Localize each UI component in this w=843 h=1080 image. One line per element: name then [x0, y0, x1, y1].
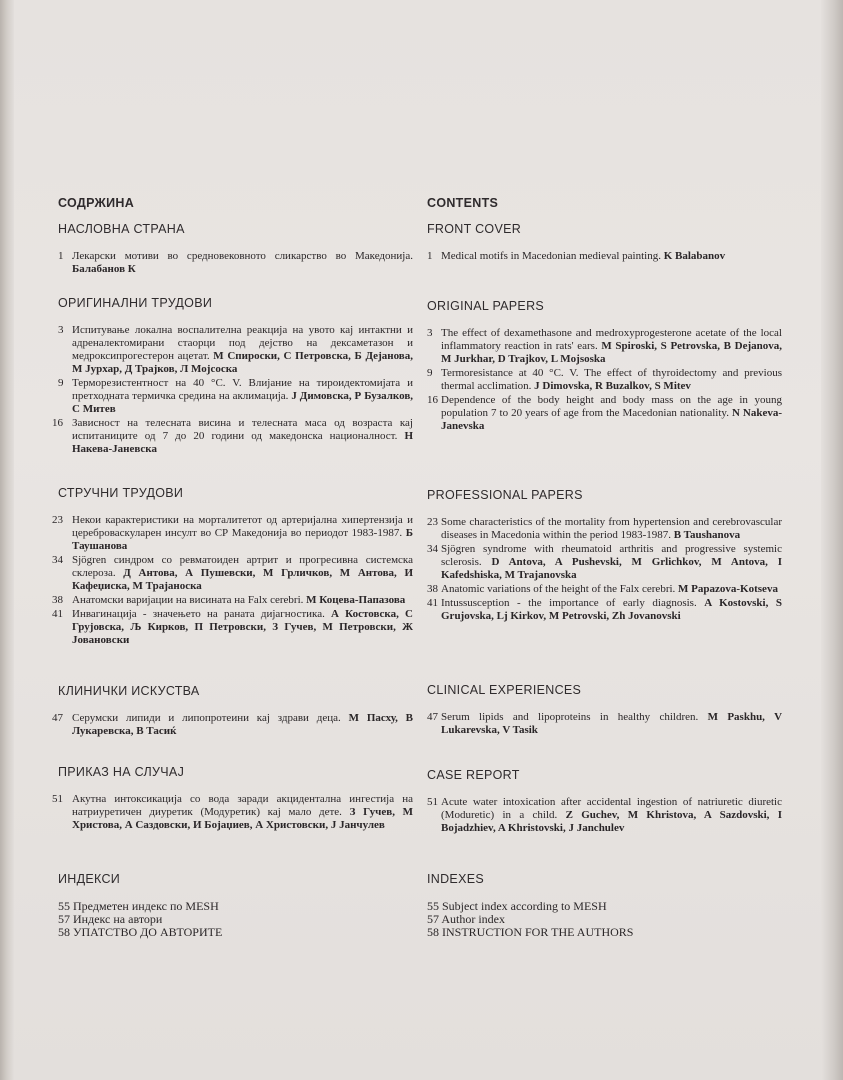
toc-entry — [427, 900, 782, 912]
section-heading: КЛИНИЧКИ ИСКУСТВА — [58, 684, 200, 698]
toc-entry — [58, 900, 413, 912]
entry-title: Acute water intoxication after accidental ingestion of natriuretic diuretic (Moduretic) in a child. — [441, 796, 782, 821]
section-heading: ОРИГИНАЛНИ ТРУДОВИ — [58, 296, 213, 310]
page-number: 34 — [427, 543, 438, 555]
entry-authors: М Спироски, С Петровска, Б Дејанова, М Јурхар, Д Трајков, Л Мојсоска — [72, 350, 413, 375]
section-heading: INDEXES — [427, 872, 484, 886]
section-case-report — [427, 768, 782, 836]
toc-entry — [52, 514, 413, 553]
section-heading: ИНДЕКСИ — [58, 872, 121, 886]
entry-title: Sjögren syndrome with rheumatoid arthritis and progressive systemic sclerosis. — [441, 543, 782, 568]
toc-entry — [52, 793, 414, 832]
entry-title: INSTRUCTION FOR THE AUTHORS — [442, 925, 634, 939]
toc-entry — [427, 516, 782, 542]
toc-entry — [58, 250, 413, 276]
entry-title: Предметен индекс по MESH — [73, 899, 219, 913]
entry-authors: D Antova, A Pushevski, M Grlichkov, M Antova, I Kafedshiska, M Trajanovska — [441, 556, 782, 581]
entry-title: Termoresistance at 40 °C. V. The effect of thyroidectomy and previous thermal acclimation. — [441, 367, 782, 392]
entry-title: Индекс на автори — [73, 912, 163, 926]
toc-entry — [427, 597, 782, 623]
section-indexes — [58, 872, 413, 939]
toc-entry — [427, 250, 782, 263]
page-number: 55 — [58, 899, 73, 913]
page-number: 38 — [427, 583, 438, 595]
page-number: 58 — [58, 925, 73, 939]
entry-authors: N Nakeva-Janevska — [441, 407, 782, 432]
contents-title: СОДРЖИНА — [58, 196, 135, 210]
page-number: 3 — [58, 324, 64, 336]
page-number: 57 — [427, 912, 442, 926]
section-clinical-experiences — [52, 684, 413, 739]
toc-entry — [427, 543, 782, 582]
entry-title: Serum lipids and lipoproteins in healthy children. — [441, 711, 699, 723]
page-number: 58 — [427, 925, 442, 939]
contents-title-section — [427, 196, 782, 224]
toc-entry — [427, 796, 782, 835]
page-left-edge — [0, 0, 14, 1080]
entry-authors: З Гучев, М Христова, А Саздовски, И Бојаџиев, А Христовски, Ј Јанчулев — [72, 806, 414, 831]
entry-title: Author index — [441, 912, 505, 926]
entry-title: Sjögren синдром со ревматоиден артрит и прогресивна системска склероза. — [72, 554, 413, 579]
entry-title: УПАТСТВО ДО АВТОРИТЕ — [73, 925, 223, 939]
section-heading: ORIGINAL PAPERS — [427, 299, 545, 313]
entry-authors: M Spiroski, S Petrovska, B Dejanova, M Jurkhar, D Trajkov, L Mojsoska — [441, 340, 782, 365]
page-number: 1 — [58, 250, 64, 262]
section-clinical-experiences — [427, 683, 782, 738]
toc-entry — [427, 926, 782, 938]
section-heading: PROFESSIONAL PAPERS — [427, 488, 583, 502]
entry-title: Некои карактеристики на морталитетот од артеријална хипертензија и цереброваскуларен инсулт во СР Македонија во периодот 1983-1987. — [72, 514, 413, 539]
entry-authors: J Dimovska, R Buzalkov, S Mitev — [534, 380, 691, 392]
section-heading: FRONT COVER — [427, 222, 522, 236]
entry-authors: Балабанов К — [72, 263, 136, 275]
toc-entry — [427, 583, 782, 596]
page-number: 9 — [427, 367, 433, 379]
entry-title: The effect of dexamethasone and medroxyprogesterone acetate of the local inflammatory reaction in rats' ears. — [441, 327, 782, 352]
entry-authors: М Пасху, В Лукаревска, В Тасиќ — [72, 712, 413, 737]
page-number: 16 — [427, 394, 438, 406]
contents-title: CONTENTS — [427, 196, 499, 210]
section-indexes — [427, 872, 782, 939]
toc-entry — [52, 594, 413, 607]
section-heading: CASE REPORT — [427, 768, 520, 782]
section-case-report — [52, 765, 414, 833]
toc-entry — [58, 377, 413, 416]
page-number: 47 — [427, 711, 438, 723]
entry-title: Medical motifs in Macedonian medieval painting. — [441, 250, 661, 262]
section-front-cover — [58, 222, 413, 277]
section-original-papers — [52, 296, 414, 457]
entry-authors: K Balabanov — [663, 250, 726, 262]
entry-title: Some characteristics of the mortality from hypertension and cerebrovascular diseases in Macedonia within the period 1983-1987. — [441, 516, 782, 541]
page-number: 41 — [427, 597, 438, 609]
section-professional-papers — [427, 488, 782, 624]
page-number: 41 — [52, 608, 63, 620]
section-professional-papers — [52, 486, 414, 648]
page-number: 38 — [52, 594, 63, 606]
entry-authors: Ј Димовска, Р Бузалков, С Митев — [72, 390, 414, 415]
entry-title: Subject index according to MESH — [442, 899, 607, 913]
entry-authors: Z Guchev, M Khristova, A Sazdovski, I Bojadzhiev, A Khristovski, J Janchulev — [441, 809, 782, 834]
page-number: 1 — [427, 250, 433, 262]
entry-title: Dependence of the body height and body mass on the age in young population 7 to 20 years of age from the Macedonian nationality. — [441, 394, 782, 419]
toc-entry — [52, 417, 414, 456]
section-heading: СТРУЧНИ ТРУДОВИ — [58, 486, 184, 500]
entry-title: Терморезистентност на 40 °C. V. Влијание на тироидектомијата и претходната термичка средина на аклимација. — [72, 377, 413, 402]
entry-title: Акутна интоксикација со вода заради акцидентална ингестија на натриуретичен диуретик (Модуретик) кај мало дете. — [72, 793, 413, 818]
section-front-cover — [427, 222, 782, 264]
page-number: 34 — [52, 554, 63, 566]
entry-title: Anatomic variations of the height of the Falx cerebri. — [441, 583, 676, 595]
entry-title: Лекарски мотиви во средновековното сликарство во Македонија. — [72, 250, 413, 262]
toc-entry — [58, 926, 413, 938]
entry-authors: Н Накева-Јаневска — [72, 430, 414, 455]
toc-entry — [58, 324, 413, 376]
contents-title-section — [58, 196, 413, 224]
entry-authors: Б Таушанова — [72, 527, 413, 552]
entry-authors: M Papazova-Kotseva — [678, 583, 778, 595]
section-heading: ПРИКАЗ НА СЛУЧАЈ — [58, 765, 185, 779]
page-number: 23 — [52, 514, 63, 526]
entry-title: Испитување локална воспалителна реакција на увото кај интактни и адреналектомирани стаорци под дејство на дексаметазон и медроксипрогестерон ацетат. — [72, 324, 413, 362]
toc-entry — [427, 394, 782, 433]
page-number: 9 — [58, 377, 64, 389]
page-number: 47 — [52, 712, 63, 724]
entry-authors: A Kostovski, S Grujovska, Lj Kirkov, M Petrovski, Zh Jovanovski — [441, 597, 782, 622]
page-number: 23 — [427, 516, 438, 528]
entry-title: Анатомски варијации на висината на Falx cerebri. — [72, 594, 304, 606]
entry-title: Intussusception - the importance of early diagnosis. — [441, 597, 697, 609]
page-number: 51 — [427, 796, 438, 808]
toc-entry — [427, 327, 782, 366]
page-number: 57 — [58, 912, 73, 926]
toc-entry — [427, 913, 782, 925]
entry-authors: Д Антова, А Пушевски, М Грличков, М Антова, И Кафеџиска, М Трајаноска — [72, 567, 414, 592]
toc-entry — [427, 711, 782, 737]
toc-entry — [52, 608, 413, 647]
entry-title: Серумски липиди и липопротеини кај здрави деца. — [72, 712, 341, 724]
entry-authors: М Коцева-Папазова — [306, 594, 406, 606]
section-heading: CLINICAL EXPERIENCES — [427, 683, 582, 697]
section-original-papers — [427, 299, 782, 434]
page-number: 16 — [52, 417, 63, 429]
toc-entry — [427, 367, 782, 393]
entry-authors: M Paskhu, V Lukarevska, V Tasik — [441, 711, 783, 736]
entry-authors: А Костовска, С Грујовска, Љ Кирков, П Петровски, З Гучев, М Петровски, Ж Јовановски — [72, 608, 413, 646]
page-number: 3 — [427, 327, 433, 339]
toc-entry — [58, 913, 413, 925]
section-heading: НАСЛОВНА СТРАНА — [58, 222, 185, 236]
entry-title: Инвагинација - значењето на раната дијагностика. — [72, 608, 325, 620]
toc-entry — [52, 712, 413, 738]
entry-authors: B Taushanova — [673, 529, 741, 541]
page-number: 51 — [52, 793, 63, 805]
page-number: 55 — [427, 899, 442, 913]
toc-entry — [52, 554, 414, 593]
entry-title: Зависност на телесната висина и телесната маса од возраста кај испитаниците од 7 до 20 години од македонска националност. — [72, 417, 413, 442]
page-right-edge — [821, 0, 843, 1080]
